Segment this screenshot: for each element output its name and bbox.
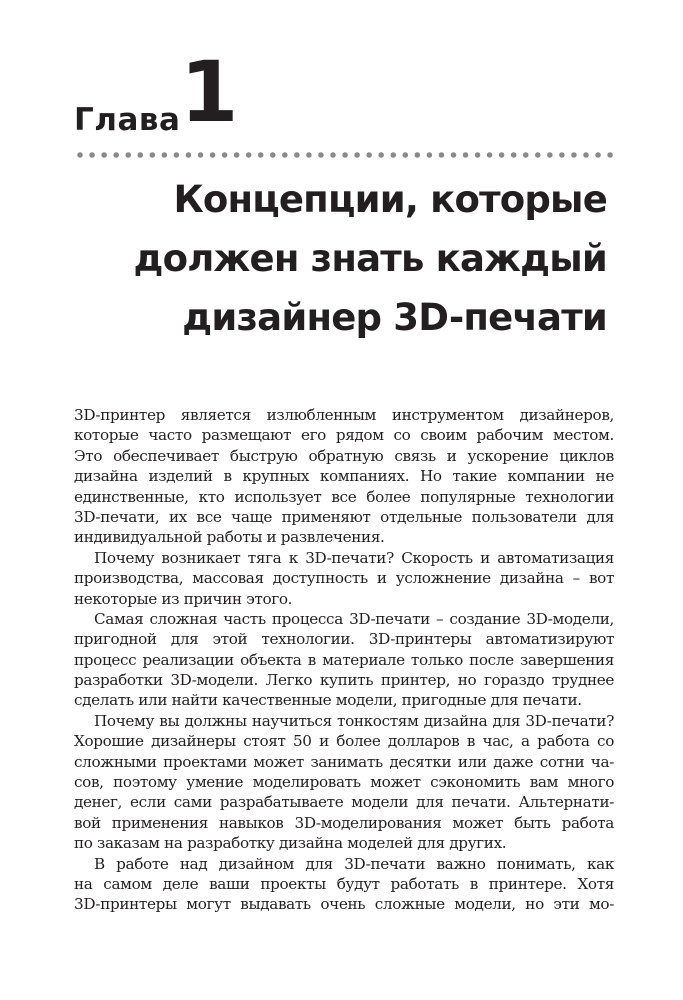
text-line: на самом деле ваши проекты будут работать в принтере. Хотя: [74, 874, 614, 893]
text-line: некоторые из причин этого.: [74, 589, 293, 608]
paragraph: [74, 711, 614, 854]
text-line: Это обеспечивает быструю обратную связь и ускорение циклов: [74, 446, 614, 465]
chapter-title-line: Концепции, которые: [173, 178, 607, 221]
dotted-divider: [74, 151, 614, 159]
text-line: 3D-принтеры могут выдавать очень сложные модели, но эти мо-: [74, 895, 614, 914]
text-line: пригодной для этой технологии. 3D-принтеры автоматизируют: [74, 630, 614, 649]
body-text: [74, 405, 614, 915]
text-line: дизайна изделий в крупных компаниях. Но такие компании не: [74, 467, 614, 486]
text-line: сделать или найти качественные модели, пригодные для печати.: [74, 691, 582, 710]
text-line: индивидуальной работы и развлечения.: [74, 528, 385, 547]
text-line: производства, массовая доступность и усложнение дизайна – вот: [74, 569, 614, 588]
text-line: единственные, кто использует все более популярные технологии: [74, 487, 614, 506]
text-line: денег, если сами разрабатываете модели для печати. Альтернати-: [74, 793, 614, 812]
text-line: Почему возникает тяга к 3D-печати? Скорость и автоматизация: [94, 548, 614, 567]
paragraph: [74, 548, 614, 609]
chapter-title: [87, 170, 607, 347]
chapter-title-line: дизайнер 3D-печати: [182, 296, 607, 339]
text-line: 3D-принтер является излюбленным инструментом дизайнеров,: [74, 406, 614, 424]
text-line: которые часто размещают его рядом со своим рабочим местом.: [74, 426, 614, 445]
chapter-heading: [74, 43, 614, 142]
text-line: по заказам на разработку дизайна моделей для других.: [74, 834, 507, 853]
text-line: разработки 3D-модели. Легко купить принтер, но гораздо труднее: [74, 671, 614, 690]
text-line: Хорошие дизайнеры стоят 50 и более долларов в час, а работа со: [74, 732, 614, 751]
paragraph: [74, 854, 614, 915]
text-line: Почему вы должны научиться тонкостям дизайна для 3D-печати?: [94, 711, 614, 730]
text-line: В работе над дизайном для 3D-печати важно понимать, как: [94, 854, 614, 873]
text-line: вой применения навыков 3D-моделирования может быть работа: [74, 813, 614, 832]
chapter-number: 1: [180, 43, 239, 141]
text-line: процесс реализации объекта в материале только после завершения: [74, 650, 614, 669]
text-line: сложными проектами может занимать десятки или даже сотни ча-: [74, 752, 614, 771]
chapter-title-line: должен знать каждый: [133, 237, 607, 280]
text-line: сов, поэтому умение моделировать может сэкономить вам много: [74, 773, 614, 792]
paragraph: [74, 405, 614, 548]
chapter-label: Глава: [74, 102, 181, 138]
text-line: Самая сложная часть процесса 3D-печати – создание 3D-модели,: [94, 609, 614, 628]
paragraph: [74, 609, 614, 711]
text-line: 3D-печати, их все чаще применяют отдельные пользователи для: [74, 507, 614, 526]
